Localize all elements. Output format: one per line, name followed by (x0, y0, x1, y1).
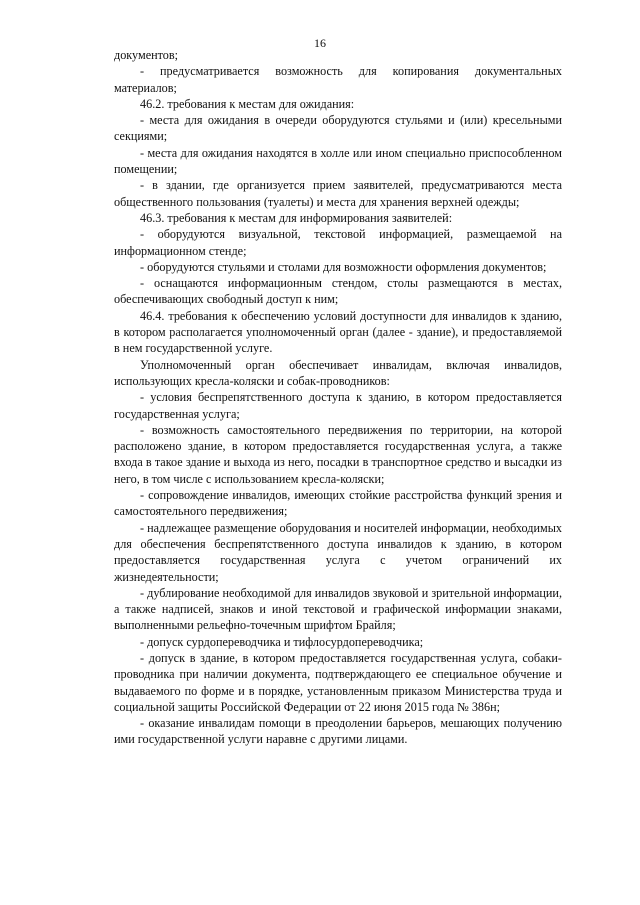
paragraph: - оснащаются информационным стендом, столы размещаются в местах, обеспечивающих свободный доступ к ним; (114, 276, 562, 307)
paragraph: 46.2. требования к местам для ожидания: (140, 96, 355, 111)
paragraph: - допуск в здание, в котором предоставляется государственная услуга, собаки-проводника при наличии документа, подтверждающего ее специальное обучение и выдаваемого по форме и в порядке, установленным приказом Министерства труда и социальной защиты Российской Федерации от 22 июня 2015 года № 386н; (114, 650, 562, 714)
paragraph: - допуск сурдопереводчика и тифлосурдопереводчика; (140, 634, 424, 649)
document-body (114, 47, 562, 748)
paragraph: - условия беспрепятственного доступа к зданию, в котором предоставляется государственная услуга; (114, 390, 562, 421)
paragraph: Уполномоченный орган обеспечивает инвалидам, включая инвалидов, использующих кресла-коляски и собак-проводников: (114, 357, 562, 388)
paragraph: - места для ожидания в очереди оборудуются стульями и (или) кресельными секциями; (114, 113, 562, 144)
paragraph: - надлежащее размещение оборудования и носителей информации, необходимых для обеспечения беспрепятственного доступа инвалидов к зданию, в котором предоставляется государственная услуга с учетом ограничений их жизнедеятельности; (114, 520, 562, 584)
paragraph: - оказание инвалидам помощи в преодолении барьеров, мешающих получению ими государственной услуги наравне с другими лицами. (114, 716, 562, 747)
page-number: 16 (314, 36, 326, 50)
paragraph: 46.3. требования к местам для информирования заявителей: (140, 210, 453, 225)
paragraph: - в здании, где организуется прием заявителей, предусматриваются места общественного пользования (туалеты) и места для хранения верхней одежды; (114, 178, 562, 209)
paragraph: - сопровождение инвалидов, имеющих стойкие расстройства функций зрения и самостоятельного передвижения; (114, 488, 562, 519)
paragraph: - предусматривается возможность для копирования документальных материалов; (114, 64, 562, 95)
paragraph: - места для ожидания находятся в холле или ином специально приспособленном помещении; (114, 145, 562, 177)
paragraph: - дублирование необходимой для инвалидов звуковой и зрительной информации, а также надписей, знаков и иной текстовой и графической информации знаками, выполненными рельефно-точечным шрифтом Брайля; (114, 585, 562, 633)
paragraph: 46.4. требования к обеспечению условий доступности для инвалидов к зданию, в котором располагается уполномоченный орган (далее - здание), и предоставляемой в нем государственной услуге. (114, 308, 562, 356)
paragraph: - возможность самостоятельного передвижения по территории, на которой расположено здание, в котором предоставляется государственная услуга, а также входа в такое здание и выхода из него, посадки в транспортное средство и высадки из него, в том числе с использованием кресла-коляски; (114, 422, 562, 486)
paragraph: документов; (114, 48, 179, 62)
paragraph: - оборудуются визуальной, текстовой информацией, размещаемой на информационном стенде; (114, 227, 562, 258)
paragraph: - оборудуются стульями и столами для возможности оформления документов; (140, 259, 547, 274)
